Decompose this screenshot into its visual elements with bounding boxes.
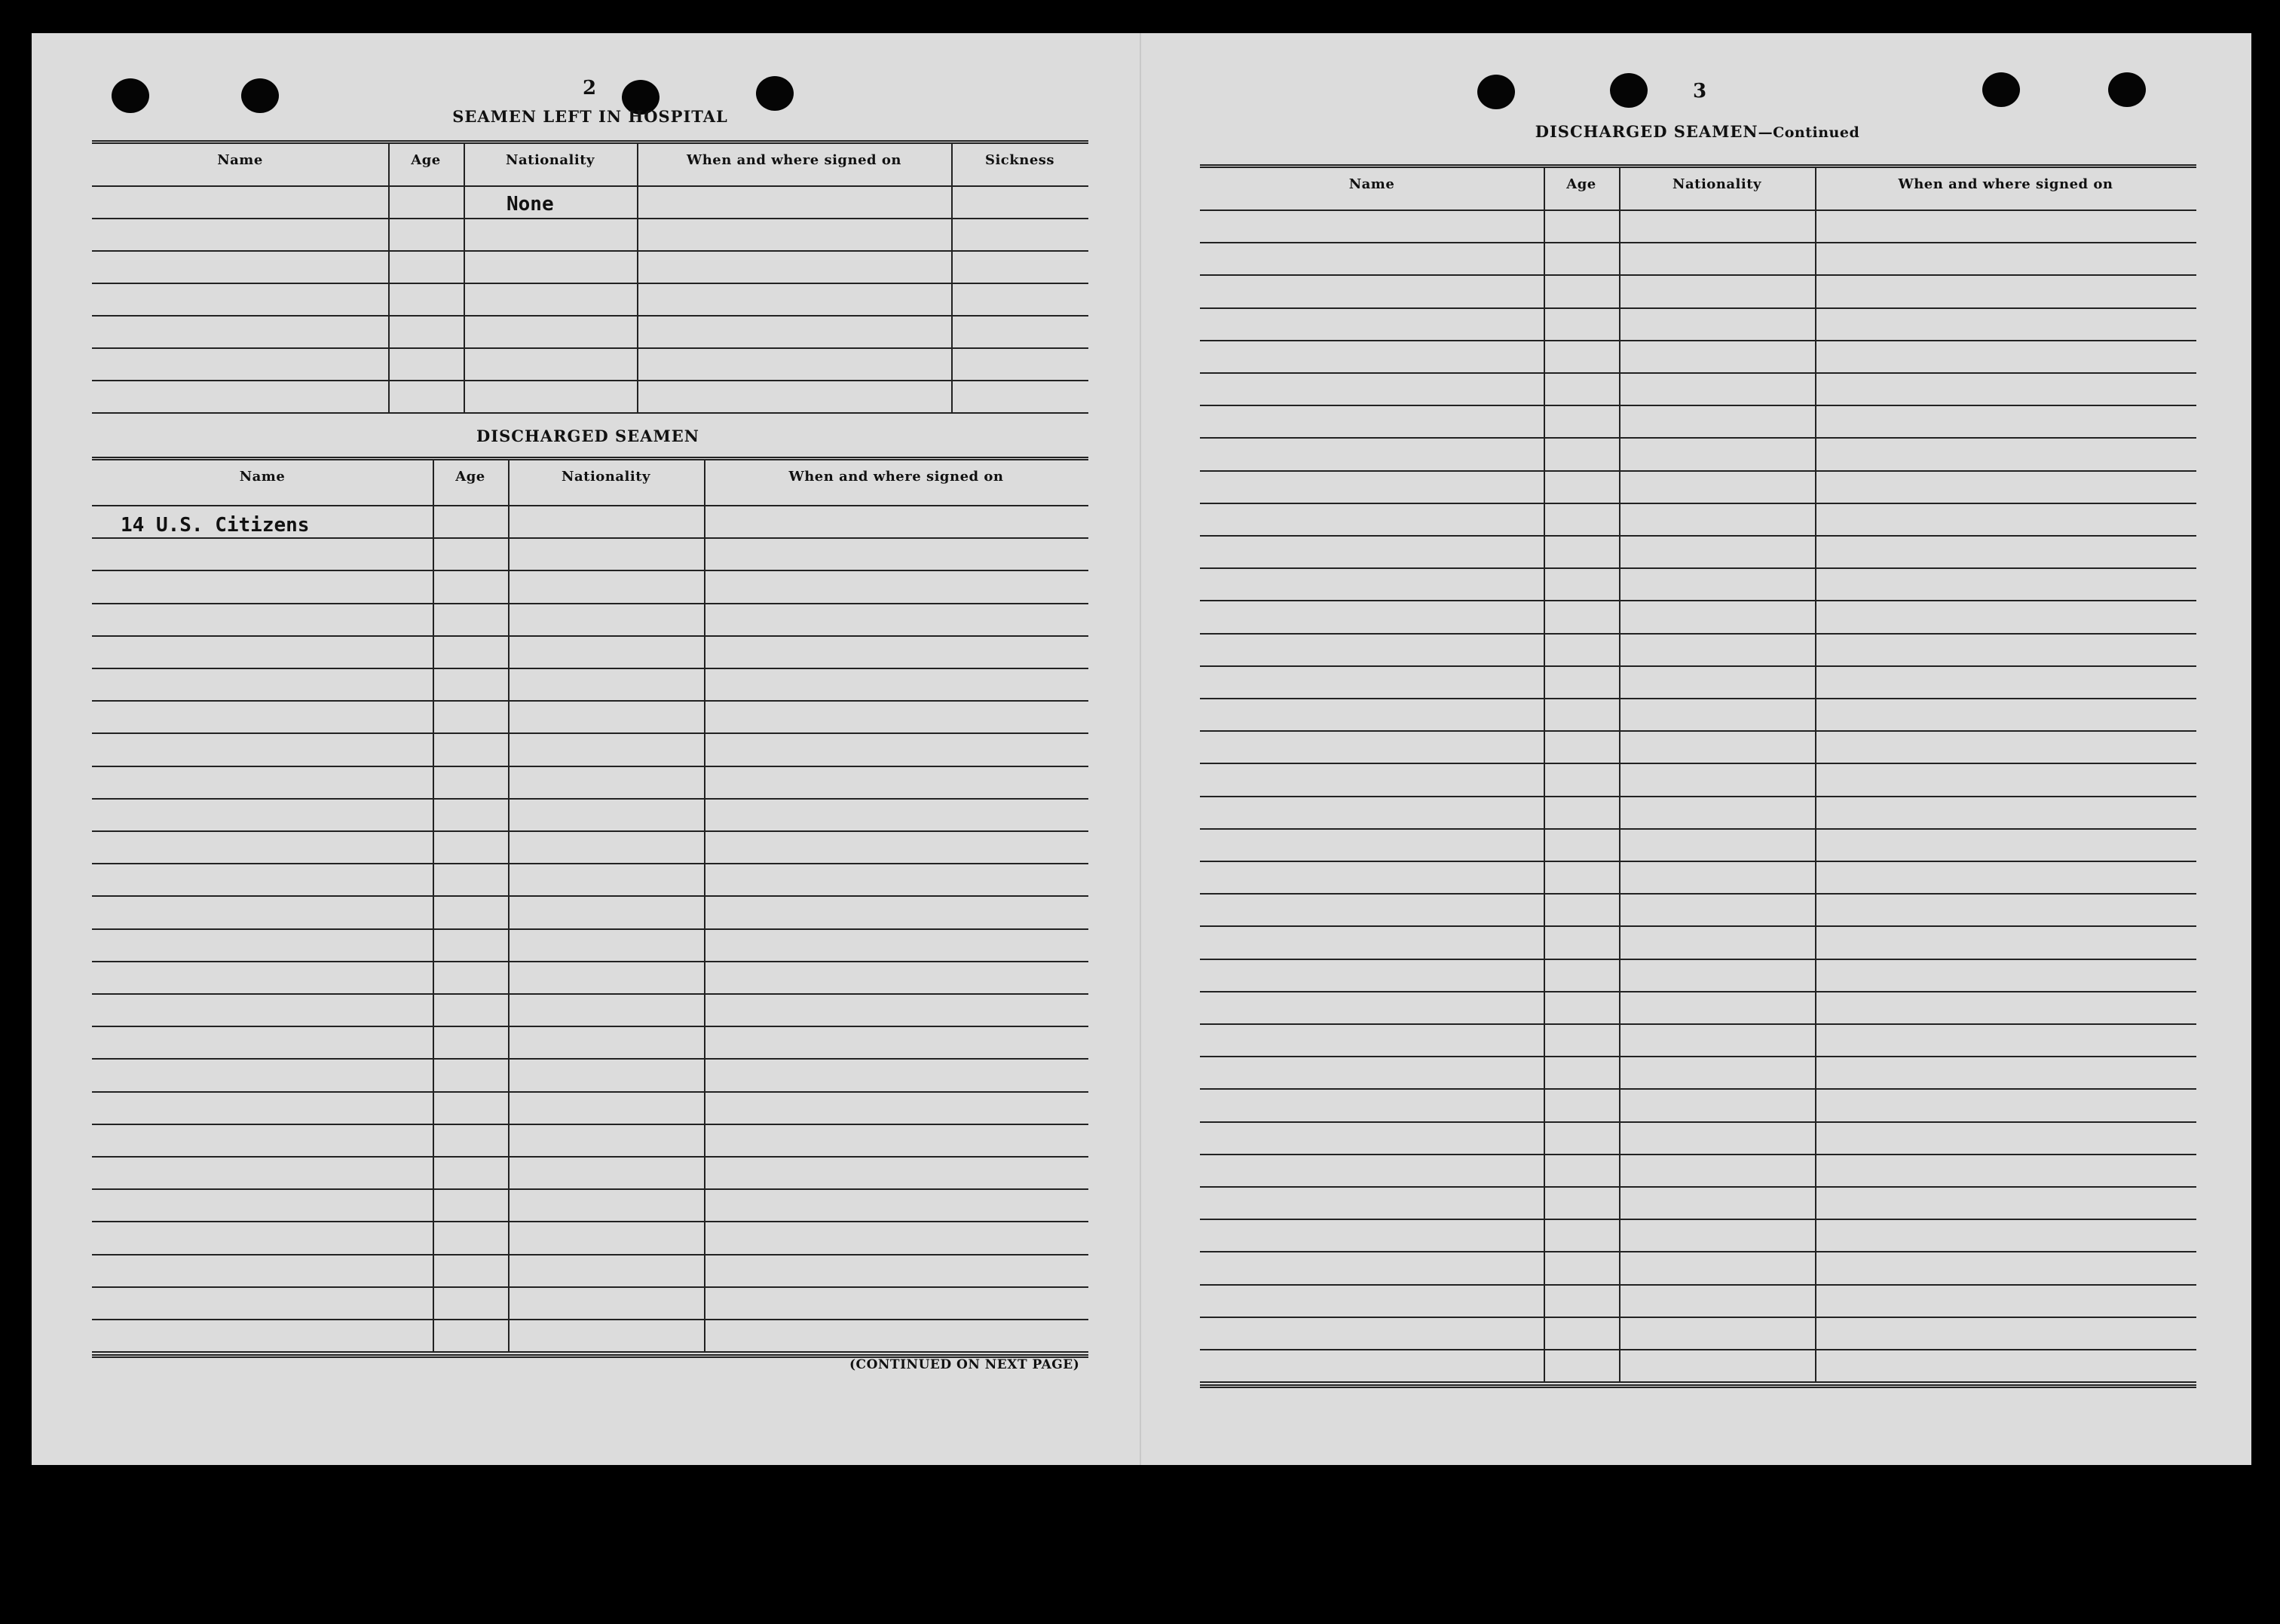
row-rule	[1200, 600, 2196, 601]
column-header: Nationality	[506, 152, 595, 168]
punch-hole	[756, 76, 794, 111]
row-rule	[92, 863, 1088, 864]
column-header: Age	[1566, 176, 1596, 192]
header-rule	[1200, 209, 2196, 211]
row-rule	[1200, 828, 2196, 830]
row-rule	[1200, 698, 2196, 699]
row-rule	[92, 250, 1088, 252]
column-header: Nationality	[1673, 176, 1761, 192]
column-divider	[508, 460, 510, 1353]
row-rule	[92, 347, 1088, 349]
row-rule	[92, 283, 1088, 284]
row-rule	[1200, 1219, 2196, 1220]
row-rule	[92, 1091, 1088, 1093]
column-divider	[704, 460, 705, 1353]
row-rule	[92, 993, 1088, 995]
row-rule	[92, 1026, 1088, 1027]
row-rule	[92, 732, 1088, 734]
row-rule	[1200, 925, 2196, 927]
column-divider	[951, 143, 953, 414]
row-rule	[1200, 763, 2196, 764]
row-rule	[1200, 372, 2196, 374]
row-rule	[1200, 633, 2196, 635]
column-divider	[1619, 167, 1620, 1383]
column-header: When and where signed on	[1898, 176, 2113, 192]
row-rule	[92, 961, 1088, 962]
table-top-rule	[1200, 164, 2196, 168]
row-rule	[92, 380, 1088, 381]
row-rule	[1200, 861, 2196, 862]
row-rule	[1200, 1349, 2196, 1350]
table-top-rule	[92, 457, 1088, 460]
column-header: Name	[1348, 176, 1395, 192]
row-rule	[92, 1188, 1088, 1190]
row-rule	[92, 218, 1088, 219]
page-number: 2	[583, 77, 597, 99]
header-rule	[92, 185, 1088, 187]
row-rule	[1200, 959, 2196, 960]
title-suffix: —Continued	[1758, 124, 1860, 141]
table-top-rule	[92, 140, 1088, 144]
header-rule	[92, 505, 1088, 506]
row-rule	[92, 1124, 1088, 1125]
punch-hole	[241, 78, 279, 113]
discharged-section-title: DISCHARGED SEAMEN	[476, 427, 699, 445]
row-rule	[1200, 470, 2196, 472]
column-divider	[637, 143, 638, 414]
row-rule	[1200, 1284, 2196, 1286]
column-header: Nationality	[562, 469, 650, 485]
row-rule	[92, 603, 1088, 604]
discharged-continued-title	[1535, 122, 1860, 141]
row-rule	[1200, 1317, 2196, 1318]
table-bottom-rule	[92, 1354, 1088, 1358]
row-rule	[1200, 1381, 2196, 1383]
punch-hole	[2108, 72, 2146, 107]
row-rule	[92, 635, 1088, 637]
row-rule	[1200, 307, 2196, 309]
row-rule	[1200, 437, 2196, 439]
row-rule	[92, 1254, 1088, 1255]
table-bottom-rule	[1200, 1384, 2196, 1388]
row-rule	[1200, 893, 2196, 895]
column-divider	[1544, 167, 1545, 1383]
row-rule	[1200, 1251, 2196, 1252]
row-rule	[1200, 1088, 2196, 1090]
row-rule	[92, 412, 1088, 414]
row-rule	[92, 1351, 1088, 1353]
column-header: Sickness	[984, 152, 1055, 168]
row-rule	[92, 1286, 1088, 1288]
punch-hole	[112, 78, 149, 113]
column-divider	[1815, 167, 1816, 1383]
row-rule	[92, 315, 1088, 317]
row-rule	[1200, 991, 2196, 992]
row-rule	[92, 1156, 1088, 1158]
row-rule	[1200, 1186, 2196, 1188]
hospital-entry: None	[506, 193, 554, 216]
row-rule	[1200, 665, 2196, 667]
hospital-section-title: SEAMEN LEFT IN HOSPITAL	[452, 107, 728, 126]
column-header: Name	[239, 469, 286, 485]
row-rule	[92, 1221, 1088, 1222]
row-rule	[1200, 1154, 2196, 1155]
row-rule	[1200, 535, 2196, 537]
column-header: When and where signed on	[687, 152, 901, 168]
punch-hole	[1982, 72, 2020, 107]
continued-note: (CONTINUED ON NEXT PAGE)	[849, 1357, 1080, 1372]
column-divider	[433, 460, 434, 1353]
row-rule	[92, 830, 1088, 832]
row-rule	[92, 895, 1088, 897]
page-number: 3	[1693, 80, 1707, 102]
page-fold	[1140, 33, 1141, 1465]
row-rule	[1200, 730, 2196, 732]
discharged-entry: 14 U.S. Citizens	[121, 514, 310, 537]
row-rule	[1200, 1121, 2196, 1123]
row-rule	[92, 1319, 1088, 1320]
row-rule	[92, 1058, 1088, 1060]
row-rule	[92, 700, 1088, 702]
form-sheet	[32, 33, 2251, 1465]
row-rule	[1200, 567, 2196, 569]
row-rule	[92, 570, 1088, 571]
column-divider	[388, 143, 390, 414]
row-rule	[1200, 405, 2196, 406]
row-rule	[92, 928, 1088, 930]
row-rule	[1200, 242, 2196, 243]
column-header: When and where signed on	[788, 469, 1004, 485]
row-rule	[1200, 1056, 2196, 1057]
punch-hole	[1610, 73, 1648, 108]
row-rule	[1200, 503, 2196, 504]
column-header: Name	[217, 152, 263, 168]
title-text: DISCHARGED SEAMEN	[1535, 122, 1758, 141]
row-rule	[1200, 340, 2196, 341]
row-rule	[1200, 1023, 2196, 1025]
row-rule	[92, 668, 1088, 669]
row-rule	[1200, 796, 2196, 797]
column-header: Age	[455, 469, 485, 485]
row-rule	[92, 798, 1088, 800]
column-header: Age	[411, 152, 441, 168]
row-rule	[92, 766, 1088, 767]
row-rule	[92, 537, 1088, 539]
column-divider	[464, 143, 465, 414]
row-rule	[1200, 274, 2196, 276]
punch-hole	[1477, 75, 1515, 109]
